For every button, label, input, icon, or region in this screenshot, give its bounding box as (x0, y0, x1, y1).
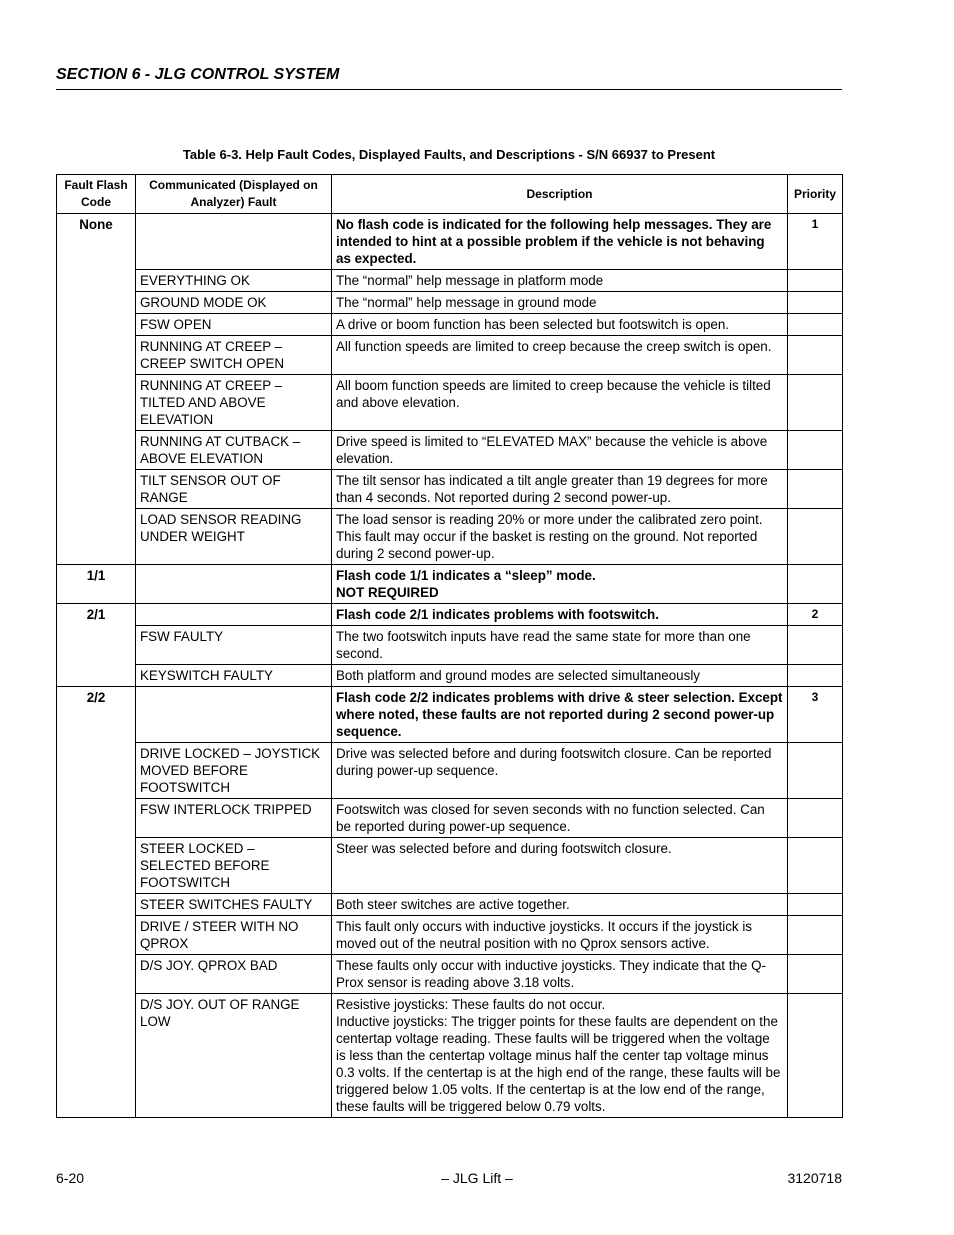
fault-cell: RUNNING AT CREEP – TILTED AND ABOVE ELEVATION (136, 375, 332, 431)
description-text: Drive speed is limited to “ELEVATED MAX” because the vehicle is above elevation. (336, 434, 768, 466)
fault-cell: FSW INTERLOCK TRIPPED (136, 799, 332, 838)
description-cell (332, 799, 788, 838)
description-text: All function speeds are limited to creep because the creep switch is open. (336, 339, 772, 354)
table-body (57, 214, 843, 1118)
description-cell (332, 994, 788, 1118)
fault-cell (136, 214, 332, 270)
table-row (57, 799, 843, 838)
priority-cell (788, 336, 843, 375)
description-text: A drive or boom function has been selected but footswitch is open. (336, 317, 730, 332)
table-row (57, 509, 843, 565)
priority-cell (788, 375, 843, 431)
description-text: All boom function speeds are limited to creep because the vehicle is tilted and above elevation. (336, 378, 771, 410)
description-text: These faults only occur with inductive joysticks. They indicate that the Q-Prox sensor is reading above 3.18 volts. (336, 958, 766, 990)
priority-cell (788, 894, 843, 916)
description-text: The two footswitch inputs have read the same state for more than one second. (336, 629, 751, 661)
table-row (57, 470, 843, 509)
priority-cell (788, 565, 843, 604)
priority-cell (788, 665, 843, 687)
fault-cell: RUNNING AT CREEP – CREEP SWITCH OPEN (136, 336, 332, 375)
table-row (57, 687, 843, 743)
priority-cell (788, 314, 843, 336)
flash-code-cell: 2/2 (57, 687, 136, 1118)
table-row (57, 994, 843, 1118)
fault-cell: EVERYTHING OK (136, 270, 332, 292)
description-cell (332, 894, 788, 916)
column-header-description: Description (332, 175, 788, 214)
fault-cell: DRIVE LOCKED – JOYSTICK MOVED BEFORE FOOTSWITCH (136, 743, 332, 799)
fault-cell: FSW FAULTY (136, 626, 332, 665)
fault-cell (136, 565, 332, 604)
table-header-row (57, 175, 843, 214)
priority-cell: 2 (788, 604, 843, 626)
description-cell (332, 743, 788, 799)
fault-cell: TILT SENSOR OUT OF RANGE (136, 470, 332, 509)
fault-cell (136, 687, 332, 743)
table-row (57, 270, 843, 292)
description-text: No flash code is indicated for the following help messages. They are intended to hint at a possible problem if the vehicle is not behaving as expected. (336, 217, 772, 266)
table-row (57, 665, 843, 687)
description-text: Steer was selected before and during footswitch closure. (336, 841, 672, 856)
description-text: Flash code 1/1 indicates a “sleep” mode. (336, 568, 596, 583)
table-row (57, 916, 843, 955)
priority-cell: 1 (788, 214, 843, 270)
flash-code-cell: None (57, 214, 136, 565)
priority-cell (788, 626, 843, 665)
fault-cell (136, 604, 332, 626)
page-number: 6-20 (56, 1170, 85, 1186)
description-text: Footswitch was closed for seven seconds with no function selected. Can be reported during power-up sequence. (336, 802, 765, 834)
fault-cell: KEYSWITCH FAULTY (136, 665, 332, 687)
description-cell (332, 665, 788, 687)
table-row (57, 565, 843, 604)
description-text: Both steer switches are active together. (336, 897, 570, 912)
description-text: This fault only occurs with inductive joysticks. It occurs if the joystick is moved out of the neutral position with no Qprox sensors active. (336, 919, 752, 951)
table-row (57, 336, 843, 375)
table-row (57, 604, 843, 626)
table-row (57, 431, 843, 470)
column-header-flash-code: Fault Flash Code (57, 175, 136, 214)
table-row (57, 375, 843, 431)
document-number: 3120718 (787, 1170, 842, 1186)
description-text: The “normal” help message in ground mode (336, 295, 597, 310)
description-text: The tilt sensor has indicated a tilt angle greater than 19 degrees for more than 4 seconds. Not reported during 2 second power-up. (336, 473, 768, 505)
table-row (57, 292, 843, 314)
fault-cell: STEER LOCKED – SELECTED BEFORE FOOTSWITCH (136, 838, 332, 894)
priority-cell (788, 799, 843, 838)
table-row (57, 955, 843, 994)
column-header-priority: Priority (788, 175, 843, 214)
description-cell (332, 916, 788, 955)
priority-cell (788, 470, 843, 509)
description-cell (332, 955, 788, 994)
fault-cell: DRIVE / STEER WITH NO QPROX (136, 916, 332, 955)
description-cell (332, 687, 788, 743)
description-cell (332, 626, 788, 665)
priority-cell (788, 838, 843, 894)
fault-cell: D/S JOY. QPROX BAD (136, 955, 332, 994)
description-text: Flash code 2/1 indicates problems with footswitch. (336, 607, 659, 622)
priority-cell (788, 955, 843, 994)
fault-cell: FSW OPEN (136, 314, 332, 336)
description-cell (332, 509, 788, 565)
flash-code-cell: 1/1 (57, 565, 136, 604)
description-cell (332, 375, 788, 431)
section-header: SECTION 6 - JLG CONTROL SYSTEM (56, 66, 340, 83)
priority-cell (788, 292, 843, 314)
priority-cell (788, 431, 843, 470)
description-cell (332, 214, 788, 270)
fault-cell: LOAD SENSOR READING UNDER WEIGHT (136, 509, 332, 565)
description-text: Both platform and ground modes are selected simultaneously (336, 668, 700, 683)
description-text: The “normal” help message in platform mode (336, 273, 604, 288)
description-cell (332, 470, 788, 509)
description-text: Flash code 2/2 indicates problems with drive & steer selection. Except where noted, these faults are not reported during 2 second power-up sequence. (336, 690, 783, 739)
description-cell (332, 604, 788, 626)
description-cell (332, 292, 788, 314)
description-cell (332, 431, 788, 470)
description-cell (332, 270, 788, 292)
column-header-fault: Communicated (Displayed on Analyzer) Fault (136, 175, 332, 214)
description-cell (332, 314, 788, 336)
description-text-extra: Inductive joysticks: The trigger points for these faults are dependent on the centertap voltage reading. These faults will be triggered when the voltage is less than the centertap voltage minus half the center tap voltage minus 0.3 volts. If the centertap is at the high end of the range, these faults will be triggered below 1.05 volts. If the centertap is at the low end of the range, these faults will be triggered below 0.79 volts. (336, 1014, 781, 1114)
footer-center-text: – JLG Lift – (441, 1170, 513, 1186)
fault-codes-table (56, 174, 843, 1118)
fault-cell: STEER SWITCHES FAULTY (136, 894, 332, 916)
table-row (57, 894, 843, 916)
description-cell (332, 838, 788, 894)
table-row (57, 314, 843, 336)
priority-cell (788, 270, 843, 292)
table-row (57, 214, 843, 270)
flash-code-cell: 2/1 (57, 604, 136, 687)
fault-cell: D/S JOY. OUT OF RANGE LOW (136, 994, 332, 1118)
fault-cell: GROUND MODE OK (136, 292, 332, 314)
description-text-extra: NOT REQUIRED (336, 585, 439, 600)
description-cell (332, 336, 788, 375)
table-row (57, 838, 843, 894)
table-row (57, 743, 843, 799)
priority-cell (788, 509, 843, 565)
table-row (57, 626, 843, 665)
table-title: Table 6-3. Help Fault Codes, Displayed Faults, and Descriptions - S/N 66937 to Present (182, 147, 716, 162)
description-cell (332, 565, 788, 604)
description-text: Drive was selected before and during footswitch closure. Can be reported during power-up sequence. (336, 746, 772, 778)
header-rule (56, 89, 842, 90)
description-text: The load sensor is reading 20% or more under the calibrated zero point. This fault may occur if the basket is resting on the ground. Not reported during 2 second power-up. (336, 512, 763, 561)
priority-cell: 3 (788, 687, 843, 743)
priority-cell (788, 743, 843, 799)
priority-cell (788, 916, 843, 955)
description-text: Resistive joysticks: These faults do not occur. (336, 997, 606, 1012)
priority-cell (788, 994, 843, 1118)
fault-cell: RUNNING AT CUTBACK – ABOVE ELEVATION (136, 431, 332, 470)
